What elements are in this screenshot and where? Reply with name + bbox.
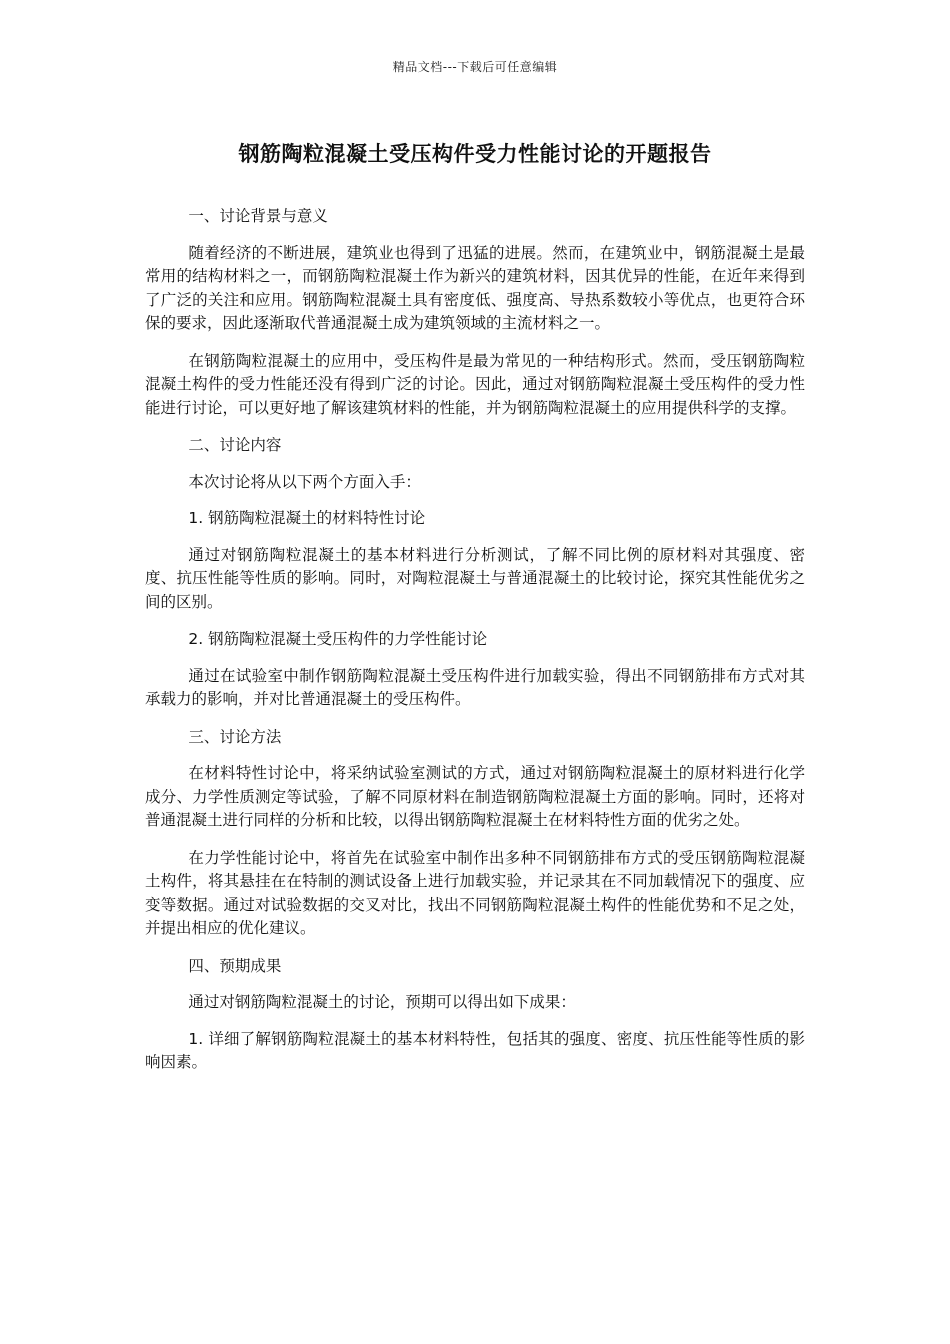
document-body [145,205,805,1089]
paragraph-methods-2: 在力学性能讨论中，将首先在试验室中制作出多种不同钢筋排布方式的受压钢筋陶粒混凝土构件，将其悬挂在在特制的测试设备上进行加载实验，并记录其在不同加载情况下的强度、应变等数据。通过对试验数据的交叉对比，找出不同钢筋陶粒混凝土构件的性能优势和不足之处，并提出相应的优化建议。 [145,848,805,937]
paragraph-mechanical-properties: 通过在试验室中制作钢筋陶粒混凝土受压构件进行加载实验，得出不同钢筋排布方式对其承载力的影响，并对比普通混凝土的受压构件。 [145,666,805,708]
paragraph-expected-intro: 通过对钢筋陶粒混凝土的讨论，预期可以得出如下成果： [188,993,576,1011]
section-heading-expected-results: 四、预期成果 [188,956,282,975]
section-heading-content: 二、讨论内容 [188,436,282,454]
subheading-mechanical-properties: 2. 钢筋陶粒混凝土受压构件的力学性能讨论 [188,630,488,648]
paragraph-background-2: 在钢筋陶粒混凝土的应用中，受压构件是最为常见的一种结构形式。然而，受压钢筋陶粒混凝土构件的受力性能还没有得到广泛的讨论。因此，通过对钢筋陶粒混凝土受压构件的受力性能进行讨论，可以更好地了解该建筑材料的性能，并为钢筋陶粒混凝土的应用提供科学的支撑。 [145,351,805,417]
paragraph-expected-item-1: 1. 详细了解钢筋陶粒混凝土的基本材料特性，包括其的强度、密度、抗压性能等性质的影响因素。 [145,1029,805,1071]
section-heading-methods: 三、讨论方法 [188,727,282,746]
page-header: 精品文档---下载后可任意编辑 [392,60,558,74]
paragraph-background-1: 随着经济的不断进展，建筑业也得到了迅猛的进展。然而，在建筑业中，钢筋混凝土是最常用的结构材料之一，而钢筋陶粒混凝土作为新兴的建筑材料，因其优异的性能，在近年来得到了广泛的关注和应用。钢筋陶粒混凝土具有密度低、强度高、导热系数较小等优点，也更符合环保的要求，因此逐渐取代普通混凝土成为建筑领域的主流材料之一。 [145,243,805,332]
document-title: 钢筋陶粒混凝土受压构件受力性能讨论的开题报告 [238,142,712,166]
section-heading-background: 一、讨论背景与意义 [188,207,328,225]
paragraph-methods-1: 在材料特性讨论中，将采纳试验室测试的方式，通过对钢筋陶粒混凝土的原材料进行化学成分、力学性质测定等试验，了解不同原材料在制造钢筋陶粒混凝土方面的影响。同时，还将对普通混凝土进行同样的分析和比较，以得出钢筋陶粒混凝土在材料特性方面的优劣之处。 [145,764,805,829]
subheading-material-properties: 1. 钢筋陶粒混凝土的材料特性讨论 [188,509,426,527]
paragraph-content-intro: 本次讨论将从以下两个方面入手： [188,472,421,491]
paragraph-material-properties: 通过对钢筋陶粒混凝土的基本材料进行分析测试，了解不同比例的原材料对其强度、密度、抗压性能等性质的影响。同时，对陶粒混凝土与普通混凝土的比较讨论，探究其性能优劣之间的区别。 [145,545,805,611]
